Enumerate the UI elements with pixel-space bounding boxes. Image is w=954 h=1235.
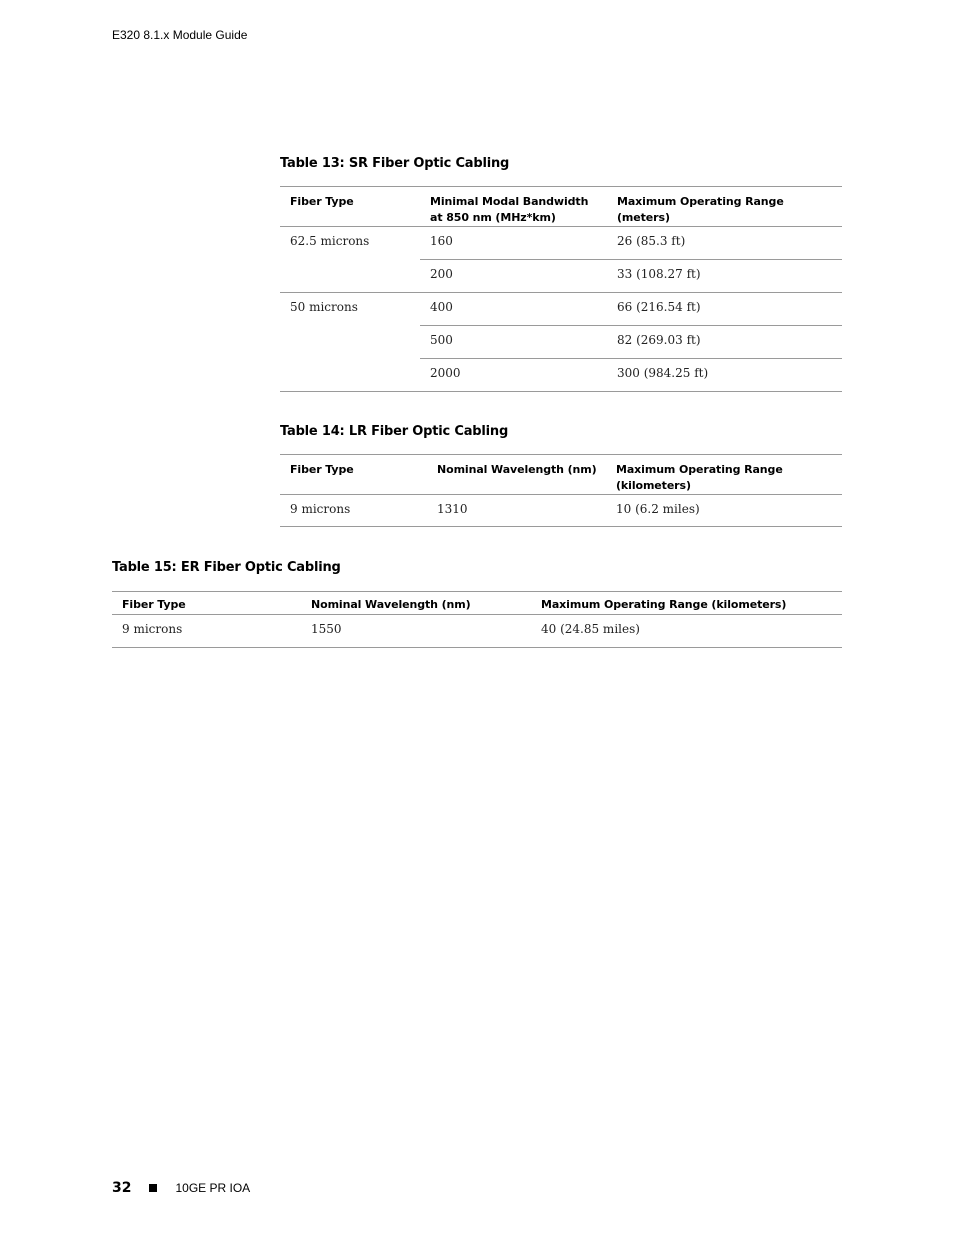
table-row: [112, 615, 842, 648]
table-cell: 9 microns: [112, 615, 301, 648]
table-13-sr-fiber: [280, 186, 842, 392]
column-header-max-range: Maximum Operating Range (kilometers): [531, 592, 842, 615]
table-cell: 33 (108.27 ft): [607, 260, 842, 293]
table-header-row: [280, 455, 842, 495]
table-14-lr-fiber: [280, 454, 842, 527]
column-header-fiber-type: Fiber Type: [280, 455, 427, 495]
footer-section-title: 10GE PR IOA: [175, 1181, 251, 1195]
table-cell: 400: [420, 293, 607, 326]
table-cell: 50 microns: [290, 300, 358, 314]
table-cell: 2000: [420, 359, 607, 392]
table-header-row: [280, 187, 842, 227]
table-header-row: [112, 592, 842, 615]
table-15-er-fiber: [112, 591, 842, 648]
page-number: 32: [112, 1180, 132, 1196]
page-footer: [112, 1178, 250, 1198]
table-row: [280, 326, 842, 359]
column-header-fiber-type: Fiber Type: [280, 187, 420, 227]
table-cell: 300 (984.25 ft): [607, 359, 842, 392]
table-cell: [280, 326, 420, 359]
column-header-fiber-type: Fiber Type: [112, 592, 301, 615]
table-cell: 82 (269.03 ft): [607, 326, 842, 359]
table-row: [280, 227, 842, 260]
table-14-caption: Table 14: LR Fiber Optic Cabling: [280, 424, 509, 439]
table-13-caption: Table 13: SR Fiber Optic Cabling: [280, 156, 510, 171]
table-row: [280, 260, 842, 293]
table-cell: 1550: [301, 615, 531, 648]
table-cell: 500: [420, 326, 607, 359]
table-row: [280, 293, 842, 326]
column-header-nominal-wavelength: Nominal Wavelength (nm): [301, 592, 531, 615]
table-cell: 66 (216.54 ft): [607, 293, 842, 326]
column-header-nominal-wavelength: Nominal Wavelength (nm): [427, 455, 606, 495]
table-cell: [280, 260, 420, 293]
square-bullet-icon: [149, 1184, 157, 1192]
table-15-caption: Table 15: ER Fiber Optic Cabling: [112, 560, 341, 575]
column-header-max-range: Maximum Operating Range (kilometers): [606, 455, 842, 495]
table-cell: 160: [420, 227, 607, 260]
table-cell: 62.5 microns: [290, 234, 370, 248]
column-header-max-range: Maximum Operating Range (meters): [607, 187, 842, 227]
table-cell: 40 (24.85 miles): [531, 615, 842, 648]
table-cell: [280, 359, 420, 392]
table-cell: 26 (85.3 ft): [607, 227, 842, 260]
table-cell: 200: [420, 260, 607, 293]
running-header: E320 8.1.x Module Guide: [112, 28, 248, 42]
column-header-modal-bandwidth: Minimal Modal Bandwidth at 850 nm (MHz*km): [420, 187, 607, 227]
table-cell: 10 (6.2 miles): [606, 495, 842, 527]
table-cell: 1310: [427, 495, 606, 527]
table-cell: 9 microns: [280, 495, 427, 527]
table-row: [280, 495, 842, 527]
table-row: [280, 359, 842, 392]
